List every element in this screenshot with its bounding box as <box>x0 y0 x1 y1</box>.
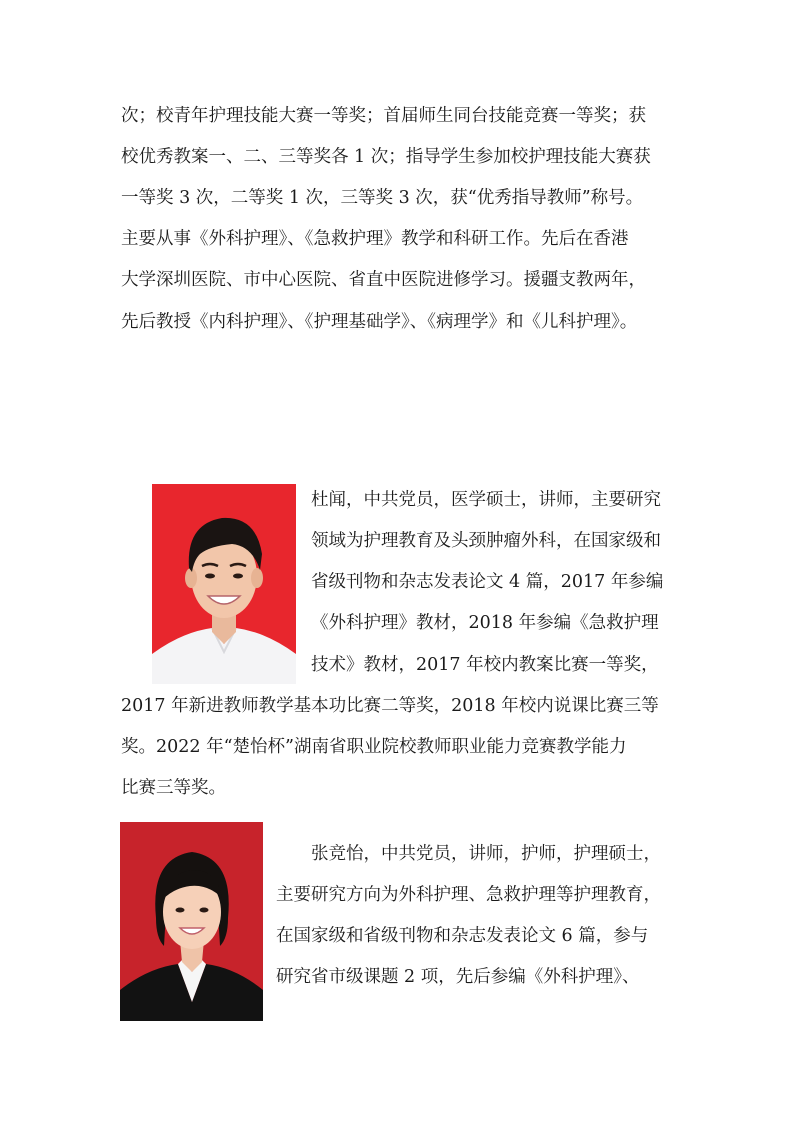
text-line: 比赛三等奖。 <box>121 778 226 798</box>
text-line: 《外科护理》教材，2018 年参编《急救护理 <box>311 613 659 633</box>
text-line: 主要从事《外科护理》、《急救护理》教学和科研工作。先后在香港 <box>121 229 629 249</box>
text-line: 在国家级和省级刊物和杂志发表论文 6 篇，参与 <box>276 926 649 946</box>
text-line: 一等奖 3 次，二等奖 1 次，三等奖 3 次，获“优秀指导教师”称号。 <box>121 188 644 208</box>
text-line: 奖。2022 年“楚怡杯”湖南省职业院校教师职业能力竞赛教学能力 <box>121 737 627 757</box>
text-line: 2017 年新进教师教学基本功比赛二等奖，2018 年校内说课比赛三等 <box>121 696 659 716</box>
text-line: 研究省市级课题 2 项，先后参编《外科护理》、 <box>276 967 640 987</box>
teacher-du-photo <box>152 484 296 684</box>
text-line: 校优秀教案一、二、三等奖各 1 次；指导学生参加校护理技能大赛获 <box>121 147 651 167</box>
text-line: 大学深圳医院、市中心医院、省直中医院进修学习。援疆支教两年， <box>121 270 646 290</box>
text-line: 主要研究方向为外科护理、急救护理等护理教育， <box>276 885 661 905</box>
text-line: 先后教授《内科护理》、《护理基础学》、《病理学》和《儿科护理》。 <box>121 312 638 332</box>
teacher-zhang-photo <box>120 822 263 1021</box>
text-line: 杜闻，中共党员，医学硕士，讲师，主要研究 <box>311 490 661 510</box>
text-line: 张竞怡，中共党员，讲师，护师，护理硕士， <box>311 844 661 864</box>
text-line: 技术》教材，2017 年校内教案比赛一等奖， <box>311 655 659 675</box>
text-line: 次；校青年护理技能大赛一等奖；首届师生同台技能竞赛一等奖；获 <box>121 106 646 126</box>
text-line: 领域为护理教育及头颈肿瘤外科，在国家级和 <box>311 531 661 551</box>
text-line: 省级刊物和杂志发表论文 4 篇，2017 年参编 <box>311 572 664 592</box>
